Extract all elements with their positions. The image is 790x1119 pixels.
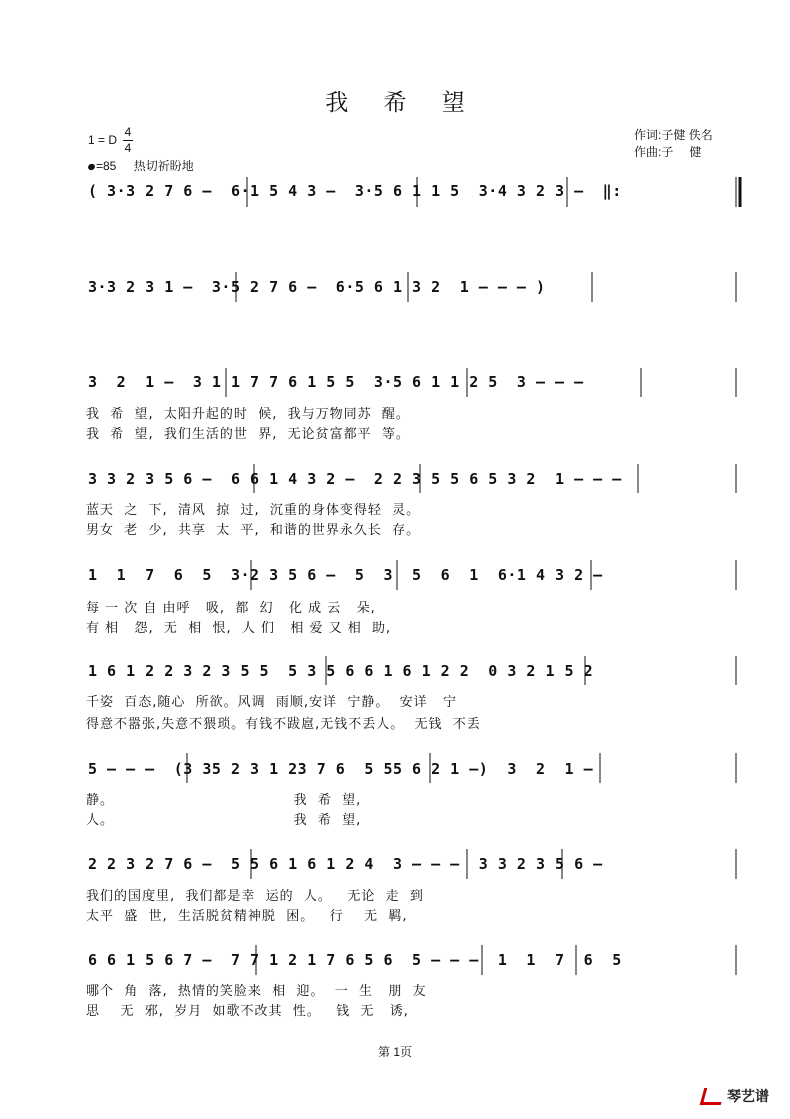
time-sig-top: 4 [124,125,132,139]
lyrics-4-verse-2: 男女 老 少, 共享 太 平, 和谐的世界永久长 存。 [86,523,421,538]
lyrics-6-verse-2: 得意不嚣张,失意不猥琐。有钱不跋扈,无钱不丢人。 无钱 不丢 [86,717,481,732]
lyrics-5-verse-2: 有 相 怨, 无 相 恨, 人 们 相 爱 又 相 助, [86,621,392,636]
composer: 作曲:子 [634,145,674,159]
notation-system-7: 5 – – – (3 35 2 3 1 23 7 6 5 55 6 2 1 –) 3 2 1 – [88,760,594,778]
tempo-value: =85 [96,159,117,173]
lyricist-line [634,127,713,144]
lyrics-3-verse-2: 我 希 望, 我们生活的世 界, 无论贫富都平 等。 [86,427,410,442]
notation-system-3: 3 2 1 – 3 1 1 7 7 6 1 5 5 3·5 6 1 1 2 5 3 – – – [88,373,584,391]
site-logo [702,1086,769,1106]
tempo-row [88,158,194,175]
notation-system-5: 1 1 7 6 5 3·2 3 5 6 – 5 3 5 6 1 6·1 4 3 2 – [88,566,603,584]
lyrics-9-verse-2: 思 无 邪, 岁月 如歌不改其 性。 钱 无 诱, [86,1004,409,1019]
lyrics-7-verse-1: 静。 我 希 望, [86,793,362,808]
time-sig-bottom: 4 [124,141,132,155]
notation-system-9: 6 6 1 5 6 7 – 7 7 1 2 1 7 6 5 6 5 – – – 1 1 7 6 5 [88,951,622,969]
notation-system-4: 3 3 2 3 5 6 – 6 6 1 4 3 2 – 2 2 3 5 5 6 5 3 2 1 – – – [88,470,622,488]
lyrics-9-verse-1: 哪个 角 落, 热情的笑脸来 相 迎。 一 生 朋 友 [86,984,427,999]
lyrics-4-verse-1: 蓝天 之 下, 清风 掠 过, 沉重的身体变得轻 灵。 [86,503,421,518]
notation-system-6: 1 6 1 2 2 3 2 3 5 5 5 3 5 6 6 1 6 1 2 2 0 3 2 1 5 2 [88,662,594,680]
logo-text: 琴艺谱 [727,1088,769,1104]
lyrics-5-verse-1: 每 一 次 自 由呼 吸, 都 幻 化 成 云 朵, [86,601,376,616]
page-number: 第 1页 [377,1045,412,1059]
notation-system-1: ( 3·3 2 7 6 – 6·1 5 4 3 – 3·5 6 1 1 5 3·4 3 2 3 – ‖: [88,182,622,200]
key-signature: 1 = D [88,133,118,147]
notation-system-8: 2 2 3 2 7 6 – 5 5 6 1 6 1 2 4 3 – – – 3 3 2 3 5 6 – [88,855,603,873]
lyrics-8-verse-1: 我们的国度里, 我们都是幸 运的 人。 无论 走 到 [86,889,424,904]
lyrics-3-verse-1: 我 希 望, 太阳升起的时 候, 我与万物同苏 醒。 [86,407,410,422]
expression-mark: 热切祈盼地 [133,159,194,173]
quarter-note-icon [87,163,96,171]
logo-mark-icon [700,1088,726,1105]
time-signature [123,125,133,156]
song-title: 我 希 望 [325,90,479,116]
lyrics-8-verse-2: 太平 盛 世, 生活脱贫精神脱 困。 行 无 羁, [86,909,408,924]
composer-extra: 健 [689,145,702,159]
lyricist: 作词:子健 [634,128,686,142]
credits [634,127,713,161]
lyricist-extra: 佚名 [688,128,713,142]
lyrics-6-verse-1: 千姿 百态,随心 所欲。风调 雨顺,安详 宁静。 安详 宁 [86,695,457,710]
notation-system-2: 3·3 2 3 1 – 3·5 2 7 6 – 6·5 6 1 3 2 1 – – – ) [88,278,546,296]
composer-line [634,144,713,161]
key-signature-row [88,125,194,156]
lyrics-7-verse-2: 人。 我 希 望, [86,813,362,828]
song-meta [88,125,194,175]
